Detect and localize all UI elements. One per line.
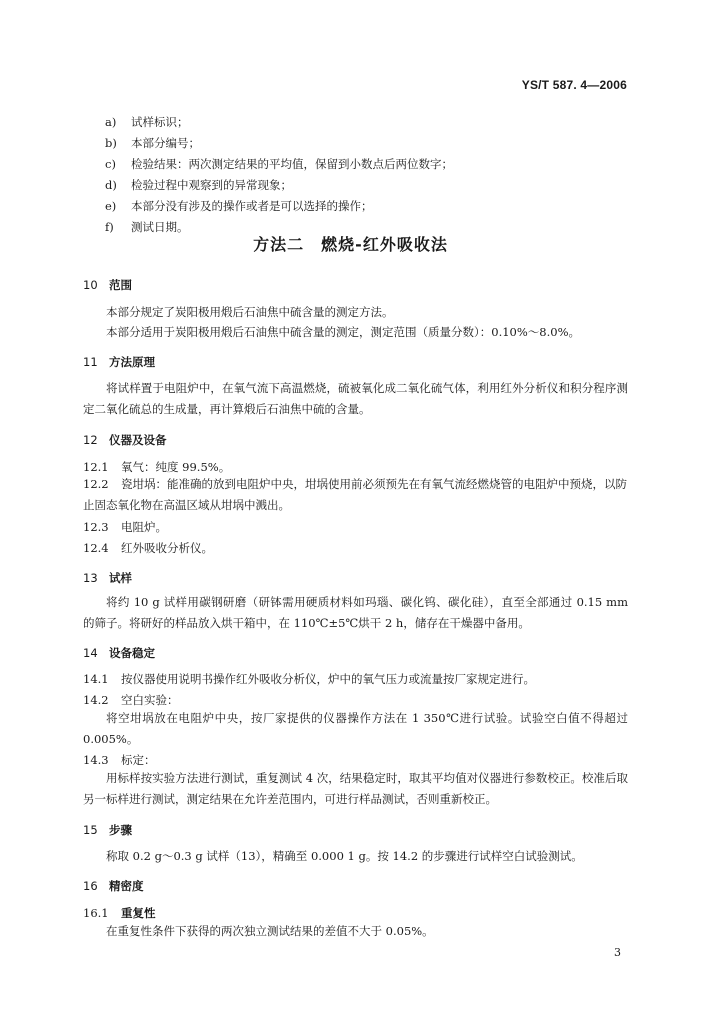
section-title: 试样 [109,571,132,585]
paragraph: 在重复性条件下获得的两次独立测试结果的差值不大于 0.05%。 [106,924,434,938]
list-text: 本部分没有涉及的操作或者是可以选择的操作； [131,199,373,213]
subclause-text: 按仪器使用说明书操作红外吸收分析仪，炉中的氧气压力或流量按厂家规定进行。 [121,672,535,686]
subclause [83,905,156,921]
subclause-number: 12.3 [83,520,109,534]
list-item [105,177,292,193]
subclause-number: 16.1 [83,906,109,920]
list-mark: c) [105,157,116,171]
list-mark: b) [105,136,117,150]
section-title: 仪器及设备 [109,433,167,447]
list-item [105,135,200,151]
subclause-title: 重复性 [121,906,156,920]
section-number: 16 [83,879,98,893]
subclause [83,474,628,516]
list-item [105,198,373,214]
section-number: 11 [83,355,98,369]
paragraph: 本部分规定了炭阳极用煅后石油焦中硫含量的测定方法。 [106,305,394,319]
paragraph: 将试样置于电阻炉中，在氧气流下高温燃烧，硫被氧化成二氧化硫气体，利用红外分析仪和积分程序测定二氧化硫总的生成量，再计算煅后石油焦中硫的含量。 [83,381,628,416]
subclause [83,459,230,475]
paragraph: 本部分适用于炭阳极用煅后石油焦中硫含量的测定，测定范围（质量分数）：0.10%～8.0%。 [106,325,580,339]
list-mark: f) [105,220,114,234]
list-mark: d) [105,178,117,192]
list-text: 检验结果：两次测定结果的平均值，保留到小数点后两位数字； [131,157,453,171]
subclause [83,752,156,768]
list-item [105,156,453,172]
subclause-number: 14.1 [83,672,109,686]
list-text: 检验过程中观察到的异常现象； [131,178,292,192]
section-number: 10 [83,278,98,292]
section-title: 范围 [109,278,132,292]
subclause-number: 14.2 [83,693,109,707]
section-title: 设备稳定 [109,646,155,660]
list-mark: a) [105,115,117,129]
section-number: 15 [83,823,98,837]
subclause-number: 12.1 [83,460,109,474]
section-number: 13 [83,571,98,585]
subclause-text: 瓷坩埚：能准确的放到电阻炉中央，坩埚使用前必须预先在有氧气流经燃烧管的电阻炉中预烧，以防止固态氧化物在高温区域从坩埚中溅出。 [83,477,627,512]
subclause [83,519,167,535]
section-number: 14 [83,646,98,660]
list-text: 本部分编号； [131,136,200,150]
subclause-title: 空白实验： [121,693,179,707]
subclause-text: 氧气：纯度 99.5%。 [121,460,231,474]
list-text: 试样标识； [131,115,189,129]
paragraph: 将约 10 g 试样用碳钢研磨（研钵需用硬质材料如玛瑙、碳化钨、碳化硅），直至全部通过 0.15 mm 的筛子。将研好的样品放入烘干箱中，在 110℃±5℃烘干 2 h，储存在干燥器中备用。 [83,595,628,630]
section-heading [83,878,144,894]
section-title: 方法原理 [109,355,155,369]
paragraph: 用标样按实验方法进行测试，重复测试 4 次，结果稳定时，取其平均值对仪器进行参数校正。校准后取另一标样进行测试，测定结果在允许差范围内，可进行样品测试，否则重新校正。 [83,771,628,806]
list-text: 测试日期。 [131,220,189,234]
subclause-number: 12.4 [83,541,109,555]
section-heading [83,570,132,586]
paragraph: 将空坩埚放在电阻炉中央，按厂家提供的仪器操作方法在 1 350℃进行试验。试验空白值不得超过 0.005%。 [83,711,628,746]
page-number: 3 [614,946,621,959]
section-heading [83,354,155,370]
section-heading [83,432,167,448]
subclause-text: 电阻炉。 [121,520,167,534]
section-heading [83,277,132,293]
section-number: 12 [83,433,98,447]
paragraph: 称取 0.2 g～0.3 g 试样（13），精确至 0.000 1 g。按 14.2 的步骤进行试样空白试验测试。 [106,849,583,863]
standard-code: YS/T 587. 4—2006 [521,78,627,92]
subclause-title: 标定： [121,753,156,767]
subclause-number: 12.2 [83,477,109,491]
list-mark: e) [105,199,117,213]
subclause-text: 红外吸收分析仪。 [121,541,213,555]
method-title: 方法二 燃烧-红外吸收法 [253,235,448,254]
subclause [83,671,535,687]
section-title: 精密度 [109,879,144,893]
subclause-number: 14.3 [83,753,109,767]
section-heading [83,645,155,661]
list-item [105,114,189,130]
subclause [83,540,213,556]
section-title: 步骤 [109,823,132,837]
section-heading [83,822,132,838]
subclause [83,692,179,708]
